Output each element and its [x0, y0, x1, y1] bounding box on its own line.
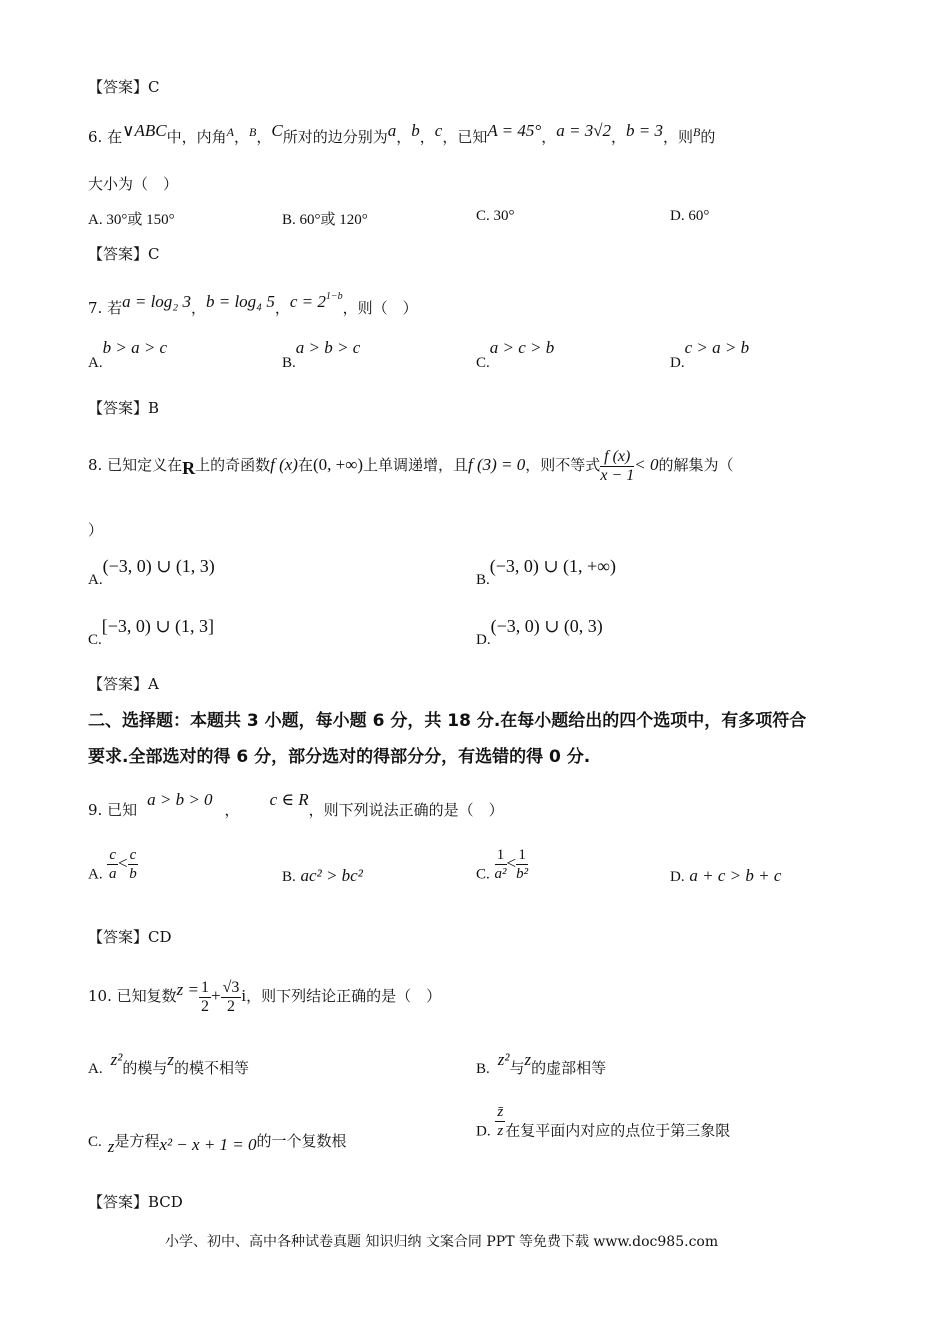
q10-i: i	[241, 986, 247, 1005]
q6-text4: ，则	[663, 128, 694, 146]
q10-d-num: z̄	[497, 1104, 504, 1120]
section-2-heading-line2: 要求.全部选对的得 6 分，部分选对的得部分分，有选错的得 0 分.	[88, 747, 591, 767]
q9-option-b	[282, 866, 363, 886]
q9-a-op: <	[118, 853, 128, 873]
q8-option-c-expr: [−3, 0) ∪ (1, 3]	[101, 616, 214, 636]
q9-c-num2: 1	[516, 846, 528, 865]
q9-a-den2: b	[129, 866, 137, 882]
answer-5: 【答案】C	[88, 78, 160, 96]
q10-option-b-label: B.	[476, 1061, 490, 1077]
q7-option-d-expr: c > a > b	[684, 338, 750, 357]
q9-a-num2: c	[129, 847, 137, 863]
q10-b-text1: 与	[509, 1059, 525, 1077]
q7-option-a-expr: b > a > c	[102, 338, 168, 357]
q10-b-text2: 的虚部相等	[531, 1059, 607, 1077]
q9-a-den1: a	[108, 866, 117, 882]
q10-suffix: ，则下列结论正确的是（ ）	[246, 987, 442, 1005]
q6-text2: 所对的边分别为	[282, 128, 388, 146]
q6-text5: 的	[700, 128, 716, 146]
q10-z: z =	[176, 980, 199, 999]
q9-option-c-frac1	[495, 846, 507, 883]
q6-angle-B2: B	[693, 125, 701, 139]
q7-cond-c-exponent: 1−b	[325, 291, 343, 302]
q10-option-d	[476, 1103, 730, 1141]
q7-option-a	[88, 338, 167, 372]
q8-option-d-label: D.	[476, 632, 491, 648]
page-footer: 小学、初中、高中各种试卷真题 知识归纳 文案合同 PPT 等免费下载 www.doc985.com	[165, 1234, 719, 1250]
q10-den1: 2	[200, 997, 209, 1015]
question-10	[88, 962, 441, 1024]
q7-cond-a: a = log₂ 3	[122, 292, 191, 311]
q6-prefix: 6. 在	[88, 128, 123, 146]
q10-prefix: 10. 已知复数	[88, 987, 177, 1005]
q8-ineq-rhs: < 0	[634, 455, 659, 474]
q10-num1: 1	[200, 978, 209, 996]
q6-cond-b: b = 3	[626, 121, 664, 140]
q8-text3: 上单调递增，且	[363, 456, 469, 474]
q9-option-d-label: D.	[670, 869, 685, 885]
q6-cond-A: A = 45°	[487, 121, 542, 140]
q6-triangle: ∨ABC	[122, 121, 167, 140]
q6-option-b: B. 60°或 120°	[282, 212, 368, 228]
q6-text1: 中，内角	[166, 128, 227, 146]
q7-option-a-label: A.	[88, 355, 103, 371]
q8-option-c-label: C.	[88, 632, 102, 648]
q9-option-d	[670, 866, 781, 886]
q8-fx: f (x)	[270, 455, 298, 474]
q6-angle-A: A	[226, 125, 235, 139]
q6-side-c: c	[434, 121, 443, 140]
q8-R: R	[182, 458, 196, 478]
q9-option-c-label: C.	[476, 866, 490, 883]
q8-option-d	[476, 616, 603, 649]
q10-option-d-label: D.	[476, 1123, 491, 1140]
answer-9: 【答案】CD	[88, 928, 172, 946]
q9-option-b-expr: ac² > bc²	[300, 866, 363, 885]
q7-cond-b: b = log₄ 5	[205, 292, 275, 311]
q9-option-c	[476, 846, 528, 884]
q7-option-d-label: D.	[670, 355, 685, 371]
question-6: 6. 在∨ABC中，内角$^A$，$^B$，C所对的边分别为a，b，c，已知A = 45°，a = 3√2，b = 3，则$^B$的	[88, 121, 716, 146]
q6-option-d: D. 60°	[670, 208, 710, 224]
q7-option-b	[282, 338, 360, 372]
q6-option-c: C. 30°	[476, 208, 515, 224]
q7-suffix: ，则（ ）	[342, 299, 418, 317]
q8-f3: f (3) = 0	[468, 455, 526, 474]
q8-inequality-fraction	[600, 448, 634, 485]
q9-suffix: ，则下列说法正确的是（ ）	[308, 801, 504, 819]
answer-7: 【答案】B	[88, 399, 160, 417]
q6-cond-a: a = 3√2	[556, 121, 612, 140]
q8-option-b-label: B.	[476, 572, 490, 588]
q8-option-b-expr: (−3, 0) ∪ (1, +∞)	[489, 556, 616, 576]
q7-option-c	[476, 338, 554, 372]
q10-a-text1: 的模与	[122, 1059, 168, 1077]
q10-c-expr2: x² − x + 1 = 0	[159, 1135, 257, 1154]
q9-c-den2: b²	[516, 866, 529, 882]
q8-prefix: 8. 已知定义在	[88, 456, 183, 474]
q8-text5: 的解集为（	[658, 456, 734, 474]
answer-10: 【答案】BCD	[88, 1193, 183, 1211]
q8-text2: 在	[297, 456, 313, 474]
q10-a-expr1: z²	[110, 1050, 123, 1069]
q9-prefix: 9. 已知	[88, 801, 138, 819]
q10-num2: √3	[222, 978, 240, 996]
q10-option-c-label: C.	[88, 1134, 102, 1150]
section-2-heading-line1: 二、选择题：本题共 3 小题，每小题 6 分，共 18 分.在每小题给出的四个选项中，有多项符合	[88, 711, 807, 731]
q10-plus: +	[210, 986, 221, 1005]
q6-text3: ，已知	[442, 128, 488, 146]
q8-option-c	[88, 616, 214, 649]
q9-option-a-label: A.	[88, 866, 103, 883]
q8-interval: (0, +∞)	[312, 455, 363, 474]
q8-option-a-expr: (−3, 0) ∪ (1, 3)	[102, 556, 215, 576]
q6-angle-C: C	[271, 121, 283, 140]
q9-c-num1: 1	[495, 846, 507, 865]
q8-option-d-expr: (−3, 0) ∪ (0, 3)	[490, 616, 603, 636]
q10-frac2	[221, 979, 242, 1016]
q8-text1: 上的奇函数	[195, 456, 271, 474]
question-7: 7. 若a = log₂ 3，b = log₄ 5，$c = 2^{1-b}$，则（ ）	[88, 291, 418, 317]
question-9: 9. 已知a > b > 0，c ∈ R，则下列说法正确的是（ ）	[88, 790, 504, 819]
q7-option-d	[670, 338, 749, 372]
q7-option-c-expr: a > c > b	[489, 338, 555, 357]
q7-option-c-label: C.	[476, 355, 490, 371]
q10-a-expr2: z	[167, 1050, 174, 1069]
answer-6: 【答案】C	[88, 245, 160, 263]
q7-option-b-expr: a > b > c	[295, 338, 361, 357]
q10-d-den: z	[497, 1123, 504, 1139]
q9-option-d-expr: a + c > b + c	[689, 866, 782, 885]
q8-option-a-label: A.	[88, 572, 103, 588]
q10-d-fraction	[495, 1103, 505, 1140]
q10-frac1	[199, 979, 211, 1016]
q6-line2: 大小为（ ）	[88, 175, 179, 193]
q10-c-text1: 是方程	[114, 1132, 160, 1150]
q10-option-b	[476, 1050, 606, 1078]
q9-cond2: c ∈ R	[269, 790, 309, 809]
q9-option-c-frac2	[516, 846, 528, 883]
q6-side-a: a	[387, 121, 397, 140]
q10-b-expr1: z²	[497, 1050, 510, 1069]
answer-8: 【答案】A	[88, 675, 159, 693]
q8-text4: ，则不等式	[525, 456, 601, 474]
q10-a-text2: 的模不相等	[173, 1059, 249, 1077]
q9-c-op: <	[506, 853, 517, 873]
q10-option-c	[88, 1130, 347, 1157]
q8-ineq-denominator: x − 1	[600, 466, 635, 484]
q8-ineq-numerator: f (x)	[600, 448, 634, 467]
q9-cond1: a > b > 0	[147, 790, 213, 809]
question-8	[88, 437, 733, 496]
q6-option-a: A. 30°或 150°	[88, 212, 175, 228]
q10-option-a	[88, 1050, 249, 1078]
q10-b-expr2: z	[524, 1050, 532, 1069]
q7-option-b-label: B.	[282, 355, 296, 371]
q7-cond-c: c = 2	[289, 292, 326, 311]
q8-option-a	[88, 556, 215, 589]
q9-a-num1: c	[109, 847, 117, 863]
q7-prefix: 7. 若	[88, 299, 123, 317]
q6-side-b: b	[411, 121, 420, 140]
q9-c-den1: a²	[494, 866, 507, 882]
q10-c-text2: 的一个复数根	[256, 1132, 347, 1150]
q9-option-b-label: B.	[282, 869, 296, 885]
q8-close-paren: ）	[88, 521, 104, 539]
q9-option-a-frac1	[107, 846, 118, 883]
q9-option-a	[88, 846, 138, 884]
q10-c-expr1: z	[107, 1137, 115, 1156]
q10-option-a-label: A.	[88, 1061, 103, 1077]
q9-option-a-frac2	[128, 846, 139, 883]
q8-option-b	[476, 556, 616, 589]
q6-angle-B: B	[249, 125, 257, 139]
q10-d-text: 在复平面内对应的点位于第三象限	[505, 1121, 731, 1140]
q10-den2: 2	[226, 997, 235, 1015]
